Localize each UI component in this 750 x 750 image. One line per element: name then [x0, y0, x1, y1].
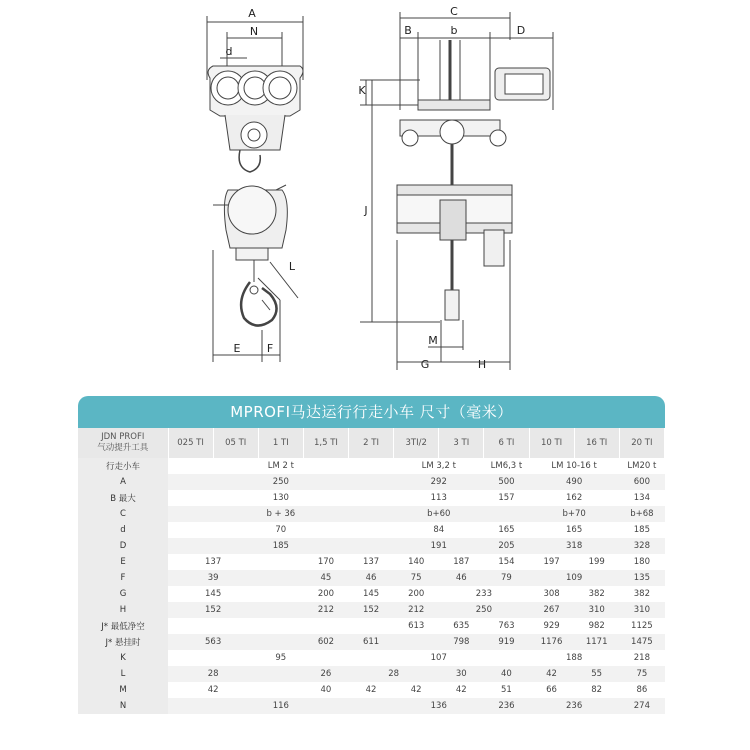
- table-cell: [258, 618, 303, 634]
- table-cell: 212: [394, 602, 439, 618]
- table-cell: 79: [484, 570, 529, 586]
- row-label: A: [78, 474, 168, 490]
- table-cell: 310: [619, 602, 664, 618]
- table-cell: 635: [439, 618, 484, 634]
- table-cell: 107: [394, 650, 484, 666]
- dim-label-B: B: [404, 24, 412, 37]
- header-model-line2: 气动提升工具: [97, 443, 149, 453]
- table-cell: 919: [484, 634, 529, 650]
- table-cell: 310: [574, 602, 619, 618]
- table-cell: 274: [619, 698, 664, 714]
- table-cell: 137: [349, 554, 394, 570]
- dim-label-E: E: [233, 342, 241, 355]
- table-cell: 86: [619, 682, 664, 698]
- row-label: K: [78, 650, 168, 666]
- table-cell: 798: [439, 634, 484, 650]
- table-cell: 200: [303, 586, 348, 602]
- table-cell: 1125: [619, 618, 664, 634]
- table-row: [78, 650, 665, 666]
- dimension-table-body: [78, 428, 665, 714]
- table-cell: [258, 666, 303, 682]
- table-cell: [484, 650, 529, 666]
- table-cell: 66: [529, 682, 574, 698]
- table-cell: 28: [168, 666, 258, 682]
- table-cell: 42: [394, 682, 439, 698]
- table-cell: 46: [349, 570, 394, 586]
- table-cell: LM6,3 t: [484, 458, 529, 474]
- column-header: 05 TI: [213, 428, 258, 458]
- table-cell: 152: [168, 602, 258, 618]
- table-cell: LM 3,2 t: [394, 458, 484, 474]
- row-label: G: [78, 586, 168, 602]
- table-cell: [258, 634, 303, 650]
- table-row: [78, 474, 665, 490]
- table-cell: 236: [484, 698, 529, 714]
- table-cell: 267: [529, 602, 574, 618]
- table-cell: b+60: [394, 506, 484, 522]
- table-cell: b+68: [619, 506, 664, 522]
- table-cell: 180: [619, 554, 664, 570]
- dim-label-F: F: [266, 342, 274, 355]
- header-model-cell: [78, 428, 168, 458]
- table-cell: 135: [619, 570, 664, 586]
- table-cell: 600: [619, 474, 664, 490]
- row-label: M: [78, 682, 168, 698]
- table-cell: 28: [349, 666, 439, 682]
- table-cell: 611: [349, 634, 394, 650]
- table-cell: 140: [394, 554, 439, 570]
- dim-label-K: K: [358, 84, 366, 97]
- table-cell: 145: [349, 586, 394, 602]
- table-cell: [258, 586, 303, 602]
- column-header: 3 TI: [439, 428, 484, 458]
- column-header: 10 TI: [529, 428, 574, 458]
- table-cell: 1475: [619, 634, 664, 650]
- column-header: 025 TI: [168, 428, 213, 458]
- table-cell: 75: [619, 666, 664, 682]
- table-cell: 40: [484, 666, 529, 682]
- table-cell: 185: [619, 522, 664, 538]
- table-cell: 308: [529, 586, 574, 602]
- row-label: E: [78, 554, 168, 570]
- dim-label-M: M: [428, 334, 438, 347]
- table-cell: 165: [484, 522, 529, 538]
- table-cell: 157: [484, 490, 529, 506]
- table-cell: 187: [439, 554, 484, 570]
- column-header: 2 TI: [349, 428, 394, 458]
- dim-label-D: D: [516, 24, 526, 37]
- table-cell: 982: [574, 618, 619, 634]
- dim-label-G: G: [420, 358, 430, 371]
- dim-label-J: J: [364, 204, 368, 217]
- table-cell: 116: [168, 698, 394, 714]
- column-header: 20 TI: [619, 428, 664, 458]
- table-cell: 188: [529, 650, 619, 666]
- column-header: 1 TI: [258, 428, 303, 458]
- table-cell: 42: [439, 682, 484, 698]
- table-cell: 137: [168, 554, 258, 570]
- table-cell: [258, 554, 303, 570]
- column-header: 6 TI: [484, 428, 529, 458]
- table-cell: 292: [394, 474, 484, 490]
- table-cell: [258, 682, 303, 698]
- table-cell: 212: [303, 602, 348, 618]
- table-cell: 170: [303, 554, 348, 570]
- table-cell: 205: [484, 538, 529, 554]
- dim-label-H: H: [477, 358, 487, 371]
- table-cell: 82: [574, 682, 619, 698]
- table-row: [78, 618, 665, 634]
- table-cell: 490: [529, 474, 619, 490]
- table-cell: LM 10-16 t: [529, 458, 619, 474]
- row-label: 行走小车: [78, 458, 168, 474]
- table-cell: 328: [619, 538, 664, 554]
- table-cell: 39: [168, 570, 258, 586]
- row-label: D: [78, 538, 168, 554]
- table-cell: 602: [303, 634, 348, 650]
- dim-label-N: N: [249, 25, 259, 38]
- table-row: [78, 570, 665, 586]
- table-cell: 51: [484, 682, 529, 698]
- table-cell: [258, 602, 303, 618]
- table-cell: 152: [349, 602, 394, 618]
- table-cell: 563: [168, 634, 258, 650]
- table-cell: b + 36: [168, 506, 394, 522]
- table-cell: 154: [484, 554, 529, 570]
- table-row: [78, 682, 665, 698]
- table-cell: LM 2 t: [168, 458, 394, 474]
- table-cell: 1171: [574, 634, 619, 650]
- dim-label-d: d: [225, 45, 233, 58]
- table-row: [78, 586, 665, 602]
- table-cell: 42: [168, 682, 258, 698]
- row-label: L: [78, 666, 168, 682]
- table-row: [78, 522, 665, 538]
- table-cell: 250: [168, 474, 394, 490]
- table-cell: 162: [529, 490, 619, 506]
- table-row: [78, 634, 665, 650]
- table-cell: 84: [394, 522, 484, 538]
- table-cell: 197: [529, 554, 574, 570]
- table-cell: 199: [574, 554, 619, 570]
- table-row: [78, 554, 665, 570]
- row-label: B 最大: [78, 490, 168, 506]
- table-cell: 70: [168, 522, 394, 538]
- table-cell: 200: [394, 586, 439, 602]
- table-cell: 130: [168, 490, 394, 506]
- table-cell: 613: [394, 618, 439, 634]
- dim-label-b: b: [450, 24, 458, 37]
- table-row: [78, 538, 665, 554]
- table-cell: 382: [619, 586, 664, 602]
- table-cell: 318: [529, 538, 619, 554]
- row-label: C: [78, 506, 168, 522]
- table-cell: 95: [168, 650, 394, 666]
- table-cell: 40: [303, 682, 348, 698]
- table-cell: 236: [529, 698, 619, 714]
- table-cell: 929: [529, 618, 574, 634]
- table-cell: 55: [574, 666, 619, 682]
- table-cell: 109: [529, 570, 619, 586]
- table-cell: 763: [484, 618, 529, 634]
- table-cell: 136: [394, 698, 484, 714]
- table-header-row: [78, 428, 665, 458]
- table-cell: 233: [439, 586, 529, 602]
- table-cell: 30: [439, 666, 484, 682]
- table-cell: [484, 506, 529, 522]
- table-cell: 250: [439, 602, 529, 618]
- table-cell: [258, 570, 303, 586]
- column-header: 1,5 TI: [303, 428, 348, 458]
- table-cell: 46: [439, 570, 484, 586]
- dim-label-A: A: [248, 7, 256, 20]
- table-cell: 145: [168, 586, 258, 602]
- table-row: [78, 458, 665, 474]
- table-cell: [349, 618, 394, 634]
- table-row: [78, 602, 665, 618]
- table-title: MPROFI马达运行行走小车 尺寸（毫米）: [78, 396, 665, 428]
- column-header: 3TI/2: [394, 428, 439, 458]
- table-cell: 1176: [529, 634, 574, 650]
- dim-label-C: C: [450, 5, 458, 18]
- table-row: [78, 666, 665, 682]
- table-cell: b+70: [529, 506, 619, 522]
- row-label: J* 最低净空: [78, 618, 168, 634]
- table-cell: 218: [619, 650, 664, 666]
- table-cell: 42: [529, 666, 574, 682]
- table-cell: 134: [619, 490, 664, 506]
- table-cell: 382: [574, 586, 619, 602]
- table-cell: 42: [349, 682, 394, 698]
- table-cell: [303, 618, 348, 634]
- table-cell: 75: [394, 570, 439, 586]
- row-label: J* 悬挂时: [78, 634, 168, 650]
- dimension-table: [78, 428, 665, 714]
- table-cell: [168, 618, 258, 634]
- row-label: H: [78, 602, 168, 618]
- table-cell: 165: [529, 522, 619, 538]
- row-label: N: [78, 698, 168, 714]
- table-row: [78, 490, 665, 506]
- column-header: 16 TI: [574, 428, 619, 458]
- table-row: [78, 698, 665, 714]
- dim-label-L: L: [288, 260, 296, 273]
- dimension-table-container: [78, 396, 665, 714]
- header-model-line1: JDN PROFI: [101, 432, 145, 442]
- table-cell: 191: [394, 538, 484, 554]
- table-cell: 185: [168, 538, 394, 554]
- table-cell: [394, 634, 439, 650]
- table-row: [78, 506, 665, 522]
- table-cell: 113: [394, 490, 484, 506]
- table-cell: LM20 t: [619, 458, 664, 474]
- table-cell: 45: [303, 570, 348, 586]
- table-cell: 500: [484, 474, 529, 490]
- row-label: F: [78, 570, 168, 586]
- row-label: d: [78, 522, 168, 538]
- table-cell: 26: [303, 666, 348, 682]
